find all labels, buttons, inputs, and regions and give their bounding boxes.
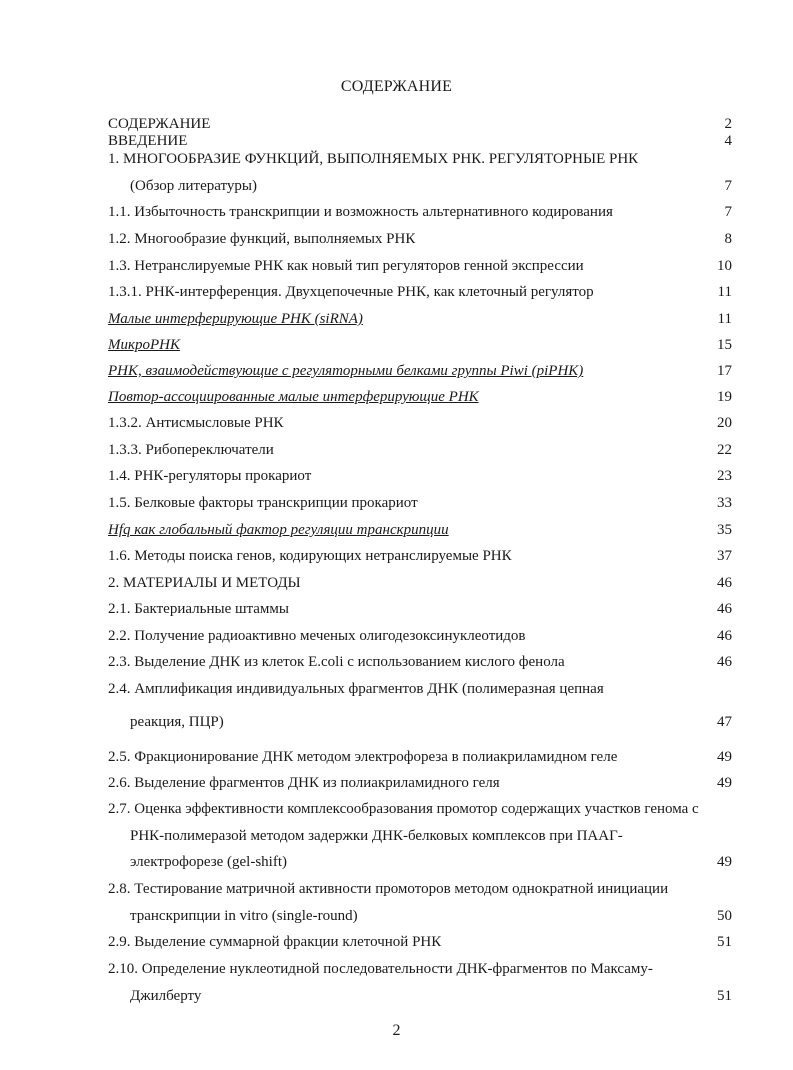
toc-entry-title: СОДЕРЖАНИЕ xyxy=(108,116,211,132)
toc-entry-title: 1.3.3. Рибопереключатели xyxy=(108,442,274,458)
toc-entry-title: 1.6. Методы поиска генов, кодирующих нетранслируемые РНК xyxy=(108,548,512,564)
toc-entry-page: 20 xyxy=(717,415,732,431)
toc-entry-title: 2.5. Фракционирование ДНК методом электрофореза в полиакриламидном геле xyxy=(108,749,618,765)
toc-entry-page: 46 xyxy=(717,575,732,591)
toc-entry-title: 2.4. Амплификация индивидуальных фрагментов ДНК (полимеразная цепная xyxy=(108,681,604,697)
toc-entry-page: 15 xyxy=(717,337,732,353)
toc-entry-page: 47 xyxy=(717,714,732,730)
toc-entry-title: Джилберту xyxy=(130,988,202,1004)
toc-entry-page: 46 xyxy=(717,601,732,617)
toc-entry-page: 19 xyxy=(717,389,732,405)
toc-entry-title: 1.3. Нетранслируемые РНК как новый тип регуляторов генной экспрессии xyxy=(108,258,584,274)
toc-entry-title: 2.3. Выделение ДНК из клеток E.coli с использованием кислого фенола xyxy=(108,654,565,670)
toc-entry-page: 49 xyxy=(717,775,732,791)
toc-entry-title: 2.8. Тестирование матричной активности промоторов методом однократной инициации xyxy=(108,881,669,897)
toc-entry-page: 8 xyxy=(724,231,732,247)
toc-entry-title[interactable]: РНК, взаимодействующие с регуляторными белками группы Piwi (piРНК) xyxy=(108,363,584,379)
toc-entry-page: 46 xyxy=(717,628,732,644)
toc-entry-title: 2. МАТЕРИАЛЫ И МЕТОДЫ xyxy=(108,575,301,591)
toc-entry-page: 11 xyxy=(717,311,732,327)
toc-entry-title: 2.9. Выделение суммарной фракции клеточной РНК xyxy=(108,934,442,950)
toc-entry-title: электрофорезе (gel-shift) xyxy=(130,854,288,870)
toc-entry-title: 1. МНОГООБРАЗИЕ ФУНКЦИЙ, ВЫПОЛНЯЕМЫХ РНК. РЕГУЛЯТОРНЫЕ РНК xyxy=(108,151,639,167)
toc-entry-title: 2.6. Выделение фрагментов ДНК из полиакриламидного геля xyxy=(108,775,500,791)
toc-entry-title: 1.1. Избыточность транскрипции и возможность альтернативного кодирования xyxy=(108,204,613,220)
toc-entry-title: 1.4. РНК-регуляторы прокариот xyxy=(108,468,312,484)
toc-entry-title: 2.2. Получение радиоактивно меченых олигодезоксинуклеотидов xyxy=(108,628,526,644)
toc-entry-page: 37 xyxy=(717,548,732,564)
toc-entry-page: 23 xyxy=(717,468,732,484)
toc-entry-title[interactable]: Повтор-ассоциированные малые интерферирующие РНК xyxy=(108,389,479,405)
toc-entry-title[interactable]: Малые интерферирующие РНК (siRNA) xyxy=(108,311,363,327)
toc-entry-page: 2 xyxy=(724,116,732,132)
toc-entry-title: 2.7. Оценка эффективности комплексообразования промотор содержащих участков генома с xyxy=(108,801,699,817)
toc-entry-page: 33 xyxy=(717,495,732,511)
page-title: СОДЕРЖАНИЕ xyxy=(340,78,453,95)
toc-entry-page: 46 xyxy=(717,654,732,670)
toc-entry-title: 1.2. Многообразие функций, выполняемых РНК xyxy=(108,231,416,247)
toc-entry-page: 4 xyxy=(724,133,732,149)
toc-entry-page: 7 xyxy=(724,204,732,220)
toc-entry-page: 35 xyxy=(717,522,732,538)
toc-entry-page: 51 xyxy=(717,934,732,950)
toc-entry-title: 1.5. Белковые факторы транскрипции прокариот xyxy=(108,495,418,511)
scan-speck xyxy=(776,150,780,158)
toc-entry-title: ВВЕДЕНИЕ xyxy=(108,133,188,149)
toc-entry-page: 49 xyxy=(717,749,732,765)
toc-entry-title[interactable]: Hfq как глобальный фактор регуляции транскрипции xyxy=(108,522,449,538)
toc-entry-title: РНК-полимеразой методом задержки ДНК-белковых комплексов при ПААГ- xyxy=(130,828,623,844)
toc-entry-page: 22 xyxy=(717,442,732,458)
toc-entry-page: 49 xyxy=(717,854,732,870)
toc-entry-page: 51 xyxy=(717,988,732,1004)
toc-entry-title: 1.3.2. Антисмысловые РНК xyxy=(108,415,284,431)
toc-entry-title: реакция, ПЦР) xyxy=(130,714,224,730)
toc-entry-title: транскрипции in vitro (single-round) xyxy=(130,908,358,924)
toc-entry-page: 11 xyxy=(717,284,732,300)
toc-entry-page: 50 xyxy=(717,908,732,924)
toc-entry-title: 1.3.1. РНК-интерференция. Двухцепочечные РНК, как клеточный регулятор xyxy=(108,284,594,300)
toc-entry-title: (Обзор литературы) xyxy=(130,178,257,194)
toc-entry-page: 7 xyxy=(724,178,732,194)
page-number: 2 xyxy=(392,1022,401,1039)
toc-entry-page: 17 xyxy=(717,363,732,379)
toc-entry-page: 10 xyxy=(717,258,732,274)
toc-entry-title: 2.10. Определение нуклеотидной последовательности ДНК-фрагментов по Максаму- xyxy=(108,961,653,977)
toc-entry-title[interactable]: МикроРНК xyxy=(108,337,180,353)
toc-entry-title: 2.1. Бактериальные штаммы xyxy=(108,601,289,617)
